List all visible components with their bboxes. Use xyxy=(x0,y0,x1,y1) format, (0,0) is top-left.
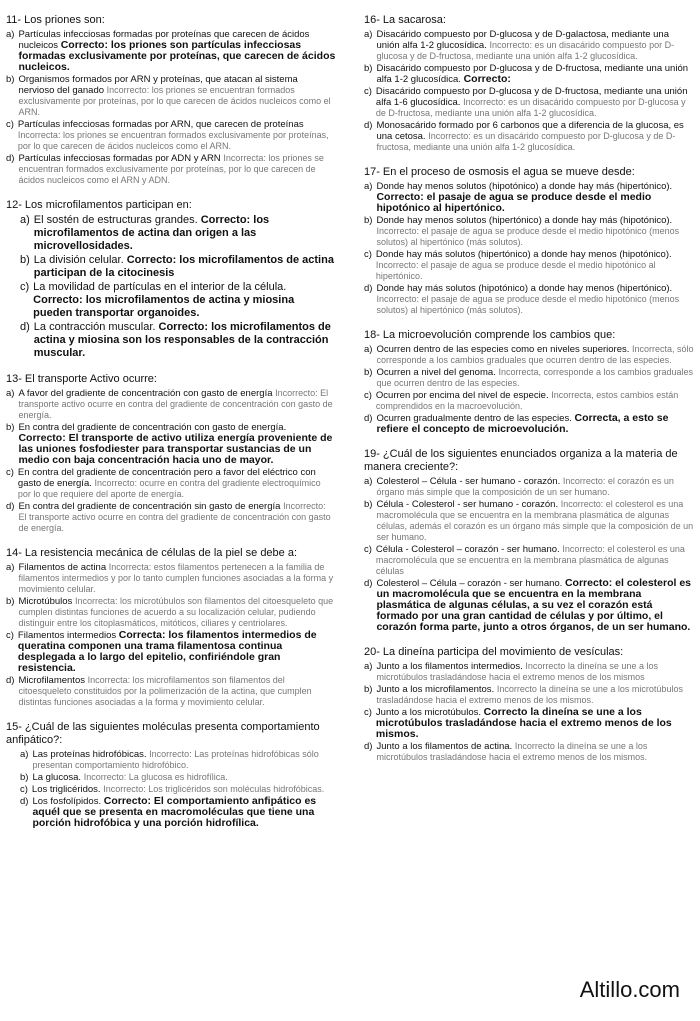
option-letter: d) xyxy=(364,283,373,294)
correct-feedback: Correcto: los microfilamentos de actina y miosina son los responsables de la contracción muscular. xyxy=(33,321,331,359)
answer-option xyxy=(364,283,694,316)
option-text: Microfilamentos xyxy=(18,675,85,686)
option-letter: d) xyxy=(364,741,373,752)
question xyxy=(6,199,336,360)
option-body xyxy=(18,388,336,421)
option-letter: c) xyxy=(6,467,14,478)
option-body xyxy=(376,684,694,706)
correct-feedback: Correcto la dineína se une a los microtúbulos trasladándose hacia el extremo menos de los mismos. xyxy=(375,706,672,740)
option-body xyxy=(18,562,336,595)
option-text: Ocurren gradualmente dentro de las especies. xyxy=(376,413,572,424)
incorrect-feedback: Incorrecto: el pasaje de agua se produce desde el medio hipotónico al hipertónico. xyxy=(375,260,656,281)
answer-option xyxy=(364,544,694,577)
option-text: Junto a los microtúbulos. xyxy=(375,707,482,718)
question-title xyxy=(364,448,694,474)
correct-feedback: Correcto: xyxy=(463,73,511,85)
answer-option xyxy=(6,596,336,629)
incorrect-feedback: Incorrecto: el pasaje de agua se produce desde el medio hipotónico (menos solutos) al hipertónico (más solutos). xyxy=(376,294,680,315)
option-body xyxy=(18,467,336,500)
answer-option xyxy=(6,467,336,500)
option-text: Disacárido compuesto por D-glucosa y de D-galactosa, mediante una unión alfa 1-2 glucosídica. xyxy=(376,29,669,51)
question xyxy=(364,166,694,316)
question-title xyxy=(6,373,336,386)
answer-option xyxy=(364,29,694,62)
option-body xyxy=(376,707,694,740)
question xyxy=(6,547,336,708)
question-text: Los priones son: xyxy=(24,14,105,26)
answer-option xyxy=(20,321,336,360)
option-letter: b) xyxy=(364,367,373,378)
answer-option xyxy=(20,214,336,253)
option-letter: d) xyxy=(20,796,29,807)
option-text: Ocurren dentro de las especies como en niveles superiores. xyxy=(376,344,630,355)
option-letter: d) xyxy=(6,501,15,512)
option-text: La contracción muscular. xyxy=(33,321,156,333)
answer-option xyxy=(364,249,694,282)
answer-option xyxy=(364,413,694,435)
option-body xyxy=(32,772,336,783)
answer-option xyxy=(364,578,694,633)
incorrect-feedback: Incorrecto: los priones se encuentran formados exclusivamente por proteínas, por lo que carecen de ácidos nucleicos como el ARN. xyxy=(18,85,331,117)
option-body xyxy=(376,413,694,435)
question-title xyxy=(364,166,694,179)
question-title xyxy=(6,199,336,212)
option-letter: c) xyxy=(364,390,372,401)
question-number: 11- xyxy=(6,14,22,26)
option-body xyxy=(18,596,336,629)
option-letter: a) xyxy=(6,562,15,573)
option-letter: a) xyxy=(364,476,373,487)
question xyxy=(364,448,694,633)
option-body xyxy=(18,630,336,674)
question-number: 19- xyxy=(364,448,380,460)
answer-option xyxy=(6,630,336,674)
option-text: Célula - Colesterol – corazón - ser humano. xyxy=(375,544,560,555)
option-letter: a) xyxy=(20,214,30,226)
incorrect-feedback: Incorrecta: estos filamentos pertenecen a la familia de filamentos intermedios y por lo tanto cumplen funciones asociadas a la forma y movimiento celular. xyxy=(18,562,334,594)
option-text: La división celular. xyxy=(33,254,124,266)
correct-feedback: Correcto: los priones son partículas infecciosas formadas exclusivamente por proteínas, que carecen de ácidos nucleicos. xyxy=(18,39,336,73)
answer-option xyxy=(6,422,336,466)
option-text: El sostén de estructuras grandes. xyxy=(33,214,198,226)
answer-option xyxy=(364,499,694,543)
option-letter: a) xyxy=(6,29,15,40)
option-body xyxy=(376,120,694,153)
question xyxy=(364,646,694,763)
option-letter: c) xyxy=(20,784,28,795)
answer-option xyxy=(364,367,694,389)
option-letter: d) xyxy=(364,120,373,131)
option-text: En contra del gradiente de concentración con gasto de energía. xyxy=(18,422,287,433)
option-text: En contra del gradiente de concentración sin gasto de energía xyxy=(18,501,281,512)
answer-option xyxy=(364,86,694,119)
option-body xyxy=(376,476,694,498)
incorrect-feedback: Incorrecto: es un disacárido compuesto por D-glucosa y de D-fructosa, mediante una unión alfa 1-2 glucosídica. xyxy=(376,40,675,61)
answer-option xyxy=(20,796,336,829)
option-letter: a) xyxy=(6,388,15,399)
option-text: Donde hay más solutos (hipertónico) a donde hay menos (hipotónico). xyxy=(375,249,672,260)
answer-option xyxy=(6,153,336,186)
incorrect-feedback: Incorrecto la dineína se une a los microtúbulos trasladándose hacia el extremo menos de los mismos. xyxy=(376,741,648,762)
question-number: 12- xyxy=(6,199,22,211)
option-body xyxy=(18,675,336,708)
answer-option xyxy=(364,63,694,85)
option-letter: c) xyxy=(364,249,372,260)
question-number: 13- xyxy=(6,373,22,385)
option-text: Colesterol – Célula – corazón - ser humano. xyxy=(376,578,563,589)
option-letter: b) xyxy=(6,596,15,607)
option-text: Donde hay menos solutos (hipertónico) a donde hay más (hipotónico). xyxy=(376,215,673,226)
answer-option xyxy=(364,181,694,214)
incorrect-feedback: Incorrecto: es un disacárido compuesto por D-glucosa y de D-fructosa, mediante una unión alfa 1-2 glucosídica. xyxy=(376,131,676,152)
incorrect-feedback: Incorrecto: el colesterol es una macromolécula que se encuentra en la membrana plasmática de algunas células, además el corazón es un órgano más simple que la composición de un ser humano. xyxy=(376,499,694,542)
option-letter: a) xyxy=(364,181,373,192)
answer-option xyxy=(364,390,694,412)
answer-option xyxy=(6,74,336,118)
question-text: La resistencia mecánica de células de la piel se debe a: xyxy=(24,547,298,559)
option-body xyxy=(376,29,694,62)
answer-option xyxy=(364,476,694,498)
option-letter: b) xyxy=(6,422,15,433)
option-letter: d) xyxy=(364,413,373,424)
option-body xyxy=(34,321,336,360)
question-text: La dineína participa del movimiento de vesículas: xyxy=(382,646,624,658)
option-text: Los fosfolípidos. xyxy=(32,796,102,807)
incorrect-feedback: Incorrecto: ocurre en contra del gradiente electroquímico por lo que requiere del aporte de energía. xyxy=(17,478,321,499)
option-text: A favor del gradiente de concentración con gasto de energía xyxy=(18,388,273,399)
option-text: Junto a los filamentos intermedios. xyxy=(376,661,523,672)
answer-option xyxy=(20,772,336,783)
option-text: Célula - Colesterol - ser humano - corazón. xyxy=(376,499,559,510)
incorrect-feedback: Incorrecta, estos cambios están comprendidos en la macroevolución. xyxy=(375,390,679,411)
option-text: Monosacárido formado por 6 carbonos que a diferencia de la glucosa, es una cetosa. xyxy=(376,120,684,142)
correct-feedback: Correcto: los microfilamentos de actina participan de la citocinesis xyxy=(33,254,334,279)
question-number: 18- xyxy=(364,329,380,341)
option-text: Donde hay menos solutos (hipotónico) a donde hay más (hipertónico). xyxy=(376,181,673,192)
option-body xyxy=(33,281,336,320)
correct-feedback: Correcta, a esto se refiere el concepto de microevolución. xyxy=(376,412,669,435)
option-text: Partículas infecciosas formadas por ARN, que carecen de proteínas xyxy=(17,119,304,130)
answer-option xyxy=(6,388,336,421)
question-text: Los microfilamentos participan en: xyxy=(24,199,192,211)
answer-option xyxy=(6,675,336,708)
answer-option xyxy=(364,684,694,706)
question-text: En el proceso de osmosis el agua se mueve desde: xyxy=(382,166,635,178)
option-body xyxy=(376,63,694,85)
incorrect-feedback: Incorrecta: los priones se encuentran formados exclusivamente por proteínas, por lo que carecen de ácidos nucleicos como el ARN. xyxy=(17,130,329,151)
option-body xyxy=(376,578,694,633)
correct-feedback: Correcto: El comportamiento anfipático es aquél que se presenta en macromoléculas que tiene una porción hidrofóbica y una porción hidrofílica. xyxy=(32,795,317,829)
option-letter: a) xyxy=(364,661,373,672)
incorrect-feedback: Incorrecta, sólo corresponde a los cambios graduales que ocurren dentro de las especies. xyxy=(376,344,694,365)
option-text: La glucosa. xyxy=(32,772,82,783)
correct-feedback: Correcto: El transporte de activo utiliza energía proveniente de las uniones fosfodiester para transportar sustancias de un medio con baja concentración hacia uno de mayor. xyxy=(18,432,333,466)
question-number: 20- xyxy=(364,646,380,658)
option-body xyxy=(376,181,694,214)
question-title xyxy=(6,14,336,27)
answer-option xyxy=(364,344,694,366)
question xyxy=(6,721,336,829)
option-body xyxy=(376,367,694,389)
option-text: Microtúbulos xyxy=(18,596,73,607)
incorrect-feedback: Incorrecto: La glucosa es hidrofílica. xyxy=(83,772,228,782)
option-text: Partículas infecciosas formadas por ADN y ARN xyxy=(18,153,221,164)
incorrect-feedback: Incorrecto la dineína se une a los microtúbulos trasladándose hacia el extremo menos de los mismos. xyxy=(376,684,683,705)
question xyxy=(6,373,336,534)
question-text: El transporte Activo ocurre: xyxy=(24,373,157,385)
question-number: 14- xyxy=(6,547,22,559)
option-letter: c) xyxy=(6,630,14,641)
option-letter: d) xyxy=(6,675,15,686)
answer-option xyxy=(6,562,336,595)
option-body xyxy=(376,499,694,543)
option-text: En contra del gradiente de concentración pero a favor del eléctrico con gasto de energía. xyxy=(17,467,316,489)
option-body xyxy=(376,283,694,316)
option-body xyxy=(376,344,694,366)
question-text: ¿Cuál de las siguientes moléculas presenta comportamiento anfipático?: xyxy=(6,721,320,746)
option-text: Junto a los microfilamentos. xyxy=(376,684,495,695)
incorrect-feedback: Incorrecto: El transporte activo ocurre en contra del gradiente de concentración con gasto de energía. xyxy=(18,388,333,420)
incorrect-feedback: Incorrecta: los priones se encuentran formados exclusivamente por proteínas, por lo que carecen de ácidos nucleicos como el ARN y ADN. xyxy=(18,153,324,185)
option-body xyxy=(34,254,336,280)
option-letter: d) xyxy=(6,153,15,164)
altillo-watermark: Altillo.com xyxy=(579,977,680,1002)
correct-feedback: Correcto: el pasaje de agua se produce desde el medio hipotónico al hipertónico. xyxy=(376,191,652,214)
option-letter: b) xyxy=(20,254,30,266)
question-number: 16- xyxy=(364,14,380,26)
question-text: La sacarosa: xyxy=(382,14,446,26)
option-letter: c) xyxy=(364,707,372,718)
option-body xyxy=(376,741,694,763)
incorrect-feedback: Incorrecto: el colesterol es una macromolécula que se encuentra en la membrana plasmática de algunas células xyxy=(375,544,685,576)
answer-option xyxy=(20,784,336,795)
option-text: Filamentos intermedios xyxy=(17,630,117,641)
question-title xyxy=(6,547,336,560)
option-letter: b) xyxy=(6,74,15,85)
answer-option xyxy=(6,501,336,534)
option-letter: c) xyxy=(20,281,30,293)
option-body xyxy=(32,796,336,829)
question xyxy=(6,14,336,186)
option-letter: b) xyxy=(364,499,373,510)
option-letter: c) xyxy=(6,119,14,130)
option-body xyxy=(18,422,336,466)
answer-option xyxy=(364,120,694,153)
incorrect-feedback: Incorrecto: el pasaje de agua se produce desde el medio hipotónico (menos solutos) al hipertónico (más solutos). xyxy=(376,226,680,247)
answer-option xyxy=(364,741,694,763)
option-text: Disacárido compuesto por D-glucosa y de D-fructosa, mediante una unión alfa 1-2 glucosídica. xyxy=(376,63,689,85)
option-body xyxy=(376,544,694,577)
option-text: Filamentos de actina xyxy=(18,562,107,573)
question-title xyxy=(364,14,694,27)
option-text: Donde hay más solutos (hipotónico) a donde hay menos (hipertónico). xyxy=(376,283,673,294)
option-letter: c) xyxy=(364,86,372,97)
option-body xyxy=(18,29,336,73)
option-letter: d) xyxy=(20,321,30,333)
answer-option xyxy=(20,749,336,771)
option-body xyxy=(18,501,336,534)
question-title xyxy=(364,329,694,342)
answer-option xyxy=(20,254,336,280)
option-letter: a) xyxy=(364,29,373,40)
right-column xyxy=(364,14,694,776)
question xyxy=(364,329,694,435)
answer-option xyxy=(6,119,336,152)
option-body xyxy=(376,390,694,412)
incorrect-feedback: Incorrecto: El transporte activo ocurre en contra del gradiente de concentración con gasto de energía. xyxy=(18,501,331,533)
incorrect-feedback: Incorrecta, corresponde a los cambios graduales que ocurren dentro de las especies. xyxy=(376,367,694,388)
incorrect-feedback: Incorrecta: los microfilamentos son filamentos del citoesqueleto constituidos por la polimerización de la actina, que cumplen distintas funciones asociadas a la forma y movimiento celular. xyxy=(18,675,312,707)
incorrect-feedback: Incorrecto: es un disacárido compuesto por D-glucosa y de D-fructosa, mediante una unión alfa 1-2 glucosídica. xyxy=(375,97,686,118)
option-text: Partículas infecciosas formadas por proteínas que carecen de ácidos nucleicos xyxy=(18,29,310,51)
option-letter: d) xyxy=(364,578,373,589)
option-body xyxy=(376,86,694,119)
question-title xyxy=(364,646,694,659)
incorrect-feedback: Incorrecto la dineína se une a los microtúbulos trasladándose hacia el extremo menos de los mismos xyxy=(376,661,658,682)
incorrect-feedback: Incorrecto: Las proteínas hidrofóbicas sólo presentan comportamiento hidrofóbico. xyxy=(32,749,319,770)
answer-option xyxy=(364,661,694,683)
left-column xyxy=(6,14,336,842)
incorrect-feedback: Incorrecto: Los triglicéridos son moléculas hidrofóbicas. xyxy=(103,784,325,794)
option-letter: b) xyxy=(364,63,373,74)
option-body xyxy=(18,74,336,118)
option-letter: c) xyxy=(364,544,372,555)
answer-option xyxy=(20,281,336,320)
incorrect-feedback: Incorrecta: los microtúbulos son filamentos del citoesqueleto que cumplen distintas funciones de acuerdo a su localización celular, pudiendo distinguir entre los citoplasmáticos, mitóticos, ciliares y centriolares. xyxy=(18,596,334,628)
option-body xyxy=(34,214,336,253)
question-number: 15- xyxy=(6,721,22,733)
correct-feedback: Correcto: los microfilamentos de actina y miosina pueden transportar organoides. xyxy=(33,294,295,319)
option-text: Junto a los filamentos de actina. xyxy=(376,741,513,752)
option-text: Los triglicéridos. xyxy=(31,784,101,795)
option-body xyxy=(18,153,336,186)
incorrect-feedback: Incorrecto: el corazón es un órgano más simple que la composición de un ser humano. xyxy=(376,476,674,497)
option-body xyxy=(376,215,694,248)
correct-feedback: Correcto: el colesterol es un macromolécula que se encuentra en la membrana plasmática de algunas células, a su vez el corazón está formado por una gran cantidad de células y por último, el corazón forma parte, junto a otros órganos, de un ser humano. xyxy=(376,577,692,633)
correct-feedback: Correcta: los filamentos intermedios de queratina componen una trama filamentosa continua desplegada a lo largo del epitelio, confiriéndole gran resistencia. xyxy=(17,629,317,674)
option-body xyxy=(32,749,336,771)
option-letter: a) xyxy=(20,749,29,760)
question-title xyxy=(6,721,336,747)
question-text: ¿Cuál de los siguientes enunciados organiza a la materia de manera creciente?: xyxy=(364,448,678,473)
correct-feedback: Correcto: los microfilamentos de actina dan origen a las microvellosidades. xyxy=(33,214,270,252)
option-text: Ocurren a nivel del genoma. xyxy=(376,367,496,378)
option-text: Organismos formados por ARN y proteínas, que atacan al sistema nervioso del ganado xyxy=(18,74,298,96)
answer-option xyxy=(364,707,694,740)
option-text: Ocurren por encima del nivel de especie. xyxy=(375,390,549,401)
option-text: La movilidad de partículas en el interior de la célula. xyxy=(33,281,287,293)
option-letter: b) xyxy=(364,684,373,695)
answer-option xyxy=(6,29,336,73)
option-letter: b) xyxy=(20,772,29,783)
option-body xyxy=(32,784,336,795)
option-letter: b) xyxy=(364,215,373,226)
option-text: Las proteínas hidrofóbicas. xyxy=(32,749,147,760)
option-body xyxy=(376,249,694,282)
option-text: Disacárido compuesto por D-glucosa y de D-fructosa, mediante una unión alfa 1-6 glucosídica. xyxy=(375,86,688,108)
option-body xyxy=(376,661,694,683)
answer-option xyxy=(364,215,694,248)
option-text: Colesterol – Célula - ser humano - corazón. xyxy=(376,476,561,487)
question xyxy=(364,14,694,153)
question-text: La microevolución comprende los cambios que: xyxy=(382,329,616,341)
question-number: 17- xyxy=(364,166,380,178)
option-letter: a) xyxy=(364,344,373,355)
option-body xyxy=(18,119,336,152)
